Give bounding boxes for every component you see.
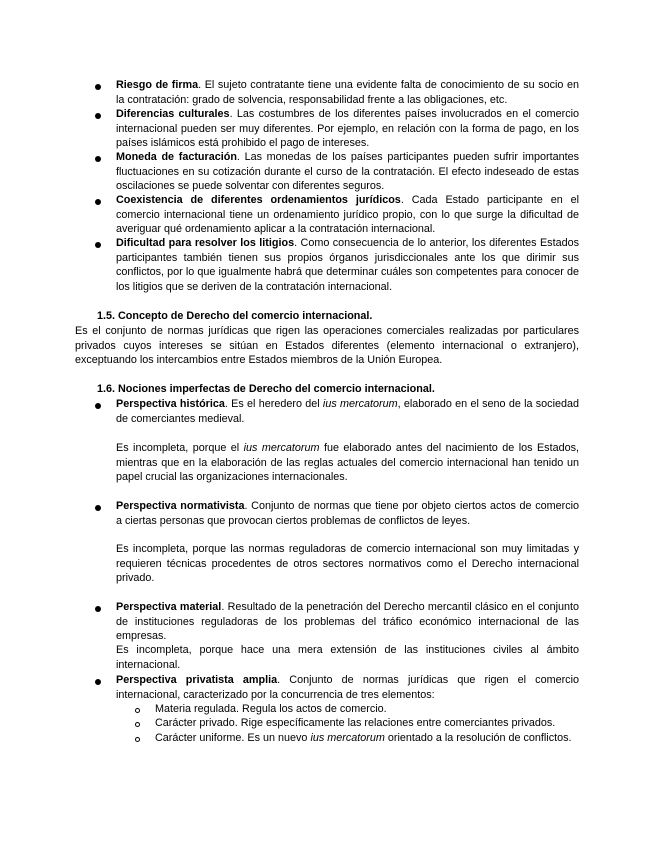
list-item: Riesgo de firma. El sujeto contratante tiene una evidente falta de conocimiento de su socio en la contratación: grado de solvencia, responsabilidad frente a las obligaciones, etc. xyxy=(116,79,579,106)
list-item: Diferencias culturales. Las costumbres de los diferentes países involucrados en el comercio internacional pueden ser muy diferentes. Por ejemplo, en relación con la forma de pago, en los países islámicos está prohibido el pago de intereses. xyxy=(116,108,580,150)
circle-bullet-icon xyxy=(135,737,140,742)
paragraph: Es incompleta, porque las normas reguladoras de comercio internacional son muy limitadas y requieren técnicas procedentes de otros sectores normativos como el Derecho internacional privado. xyxy=(116,543,579,585)
list-item: Perspectiva normativista. Conjunto de normas que tiene por objeto ciertos actos de comercio a ciertas personas que provocan ciertos problemas de conflictos de leyes. xyxy=(116,500,579,527)
list-item: Moneda de facturación. Las monedas de los países participantes pueden sufrir importantes fluctuaciones en su cotización durante el curso de la contratación. El efecto indeseado de estas oscilaciones se puede solventar con diferentes seguros. xyxy=(116,151,579,193)
circle-bullet-icon xyxy=(135,708,140,713)
bullet-icon xyxy=(95,113,101,119)
bullet-icon xyxy=(95,84,101,90)
paragraph: Es incompleta, porque el ius mercatorum fue elaborado antes del nacimiento de los Estados, mientras que en la elaboración de las reglas actuales del comercio internacional han tenido un papel crucial las organizaciones internacionales. xyxy=(116,442,579,484)
list-item: Perspectiva material. Resultado de la penetración del Derecho mercantil clásico en el conjunto de instituciones reguladoras de los problemas del tráfico económico internacional de las empresas. xyxy=(116,601,579,643)
section-heading: 1.6. Nociones imperfectas de Derecho del comercio internacional. xyxy=(97,383,435,395)
list-item: Coexistencia de diferentes ordenamientos jurídicos. Cada Estado participante en el comercio internacional tiene un ordenamiento jurídico propio, con lo que surge la dificultad de averiguar qué ordenamiento aplicar a la contratación internacional. xyxy=(116,194,580,236)
bullet-icon xyxy=(95,242,101,248)
bullet-icon xyxy=(95,505,101,511)
circle-bullet-icon xyxy=(135,722,140,727)
list-item: Dificultad para resolver los litigios. Como consecuencia de lo anterior, los diferentes Estados participantes también tienen sus propios órganos jurisdiccionales ante los que dirimir sus conflictos, por lo que igualmente habrá que determinar cuáles son competentes para conocer de los litigios que se deriven de la contratación internacional. xyxy=(116,237,579,293)
sub-list-item: Carácter privado. Rige específicamente las relaciones entre comerciantes privados. xyxy=(155,717,556,729)
sub-list-item: Materia regulada. Regula los actos de comercio. xyxy=(155,703,387,715)
sub-list-item: Carácter uniforme. Es un nuevo ius mercatorum orientado a la resolución de conflictos. xyxy=(155,732,572,744)
bullet-icon xyxy=(95,199,101,205)
bullet-icon xyxy=(95,679,101,685)
bullet-icon xyxy=(95,606,101,612)
list-item: Perspectiva histórica. Es el heredero del ius mercatorum, elaborado en el seno de la sociedad de comerciantes medieval. xyxy=(116,398,579,425)
paragraph: Es incompleta, porque hace una mera extensión de las instituciones civiles al ámbito internacional. xyxy=(116,644,579,671)
paragraph: Es el conjunto de normas jurídicas que rigen las operaciones comerciales realizadas por particulares privados cuyos intereses se sitúan en Estados diferentes (elemento internacional o extranjero), exceptuando los intercambios entre Estados miembros de la Unión Europea. xyxy=(75,325,579,367)
bullet-icon xyxy=(95,403,101,409)
list-item: Perspectiva privatista amplia. Conjunto de normas jurídicas que rigen el comercio internacional, caracterizado por la concurrencia de tres elementos: xyxy=(116,674,579,701)
section-heading: 1.5. Concepto de Derecho del comercio internacional. xyxy=(97,310,373,322)
bullet-icon xyxy=(95,156,101,162)
